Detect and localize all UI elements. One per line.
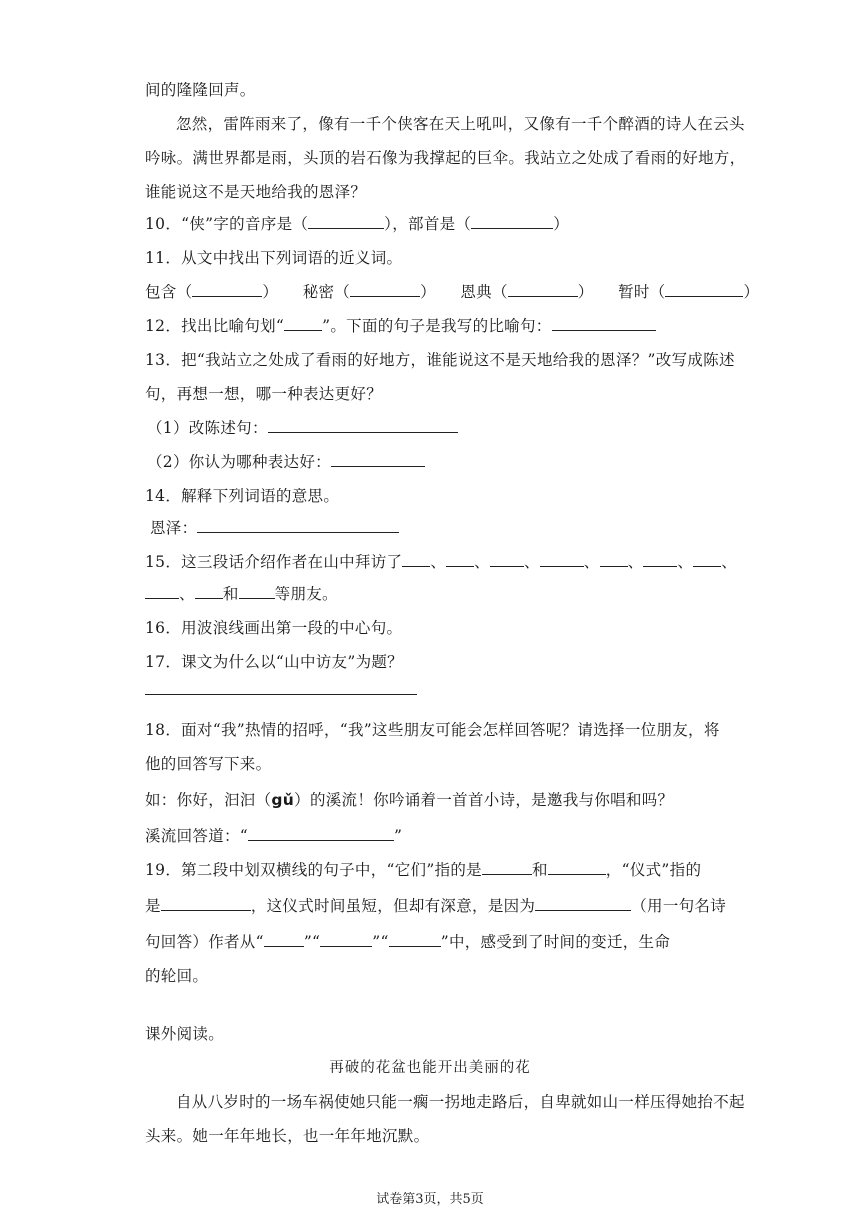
answer-blank[interactable] [197, 518, 399, 533]
question-18-example: 如：你好，汩汩（gǔ）的溪流！你吟诵着一首首小诗，是邀我与你唱和吗？ [145, 791, 674, 809]
answer-blank[interactable] [600, 552, 628, 567]
answer-blank[interactable] [350, 282, 420, 297]
answer-blank[interactable] [320, 932, 372, 947]
answer-blank[interactable] [161, 896, 251, 911]
question-15: 15．这三段话介绍作者在山中拜访了 、 、 、 、 、 、 、 [145, 553, 738, 571]
answer-blank[interactable] [268, 418, 458, 433]
answer-blank[interactable] [471, 214, 553, 229]
paragraph-line: 间的隆隆回声。 [145, 81, 256, 99]
page-footer: 试卷第3页，共5页 [376, 1192, 484, 1207]
answer-blank[interactable] [482, 860, 532, 875]
answer-blank[interactable] [665, 282, 743, 297]
question-19: 19．第二段中划双横线的句子中，“它们”指的是 和 ，“仪式”指的 [145, 861, 702, 879]
question-11-words: 包含（ ） 秘密（ ） 恩典（ ） 暂时（ ） [145, 283, 760, 301]
question-14: 14．解释下列词语的意思。 [145, 487, 340, 505]
article-line: 自从八岁时的一场车祸使她只能一瘸一拐地走路后，自卑就如山一样压得她抬不起 [176, 1093, 745, 1111]
answer-blank[interactable] [548, 860, 606, 875]
answer-blank[interactable] [540, 552, 584, 567]
paragraph-line: 忽然，雷阵雨来了，像有一千个侠客在天上吼叫，又像有一千个醉酒的诗人在云头 [176, 115, 745, 133]
question-19-cont2: 句回答）作者从“ ”“ ”“ ”中，感受到了时间的变迁，生命 [145, 933, 671, 951]
answer-blank[interactable] [145, 680, 417, 695]
section-heading: 课外阅读。 [145, 1025, 225, 1043]
answer-blank[interactable] [508, 282, 578, 297]
answer-blank[interactable] [490, 552, 524, 567]
paragraph-line: 谁能说这不是天地给我的恩泽？ [145, 183, 367, 201]
question-13-sub1: （1）改陈述句： [147, 416, 458, 438]
answer-blank[interactable] [264, 932, 304, 947]
question-10: 10．“侠”字的音序是（ ），部首是（ ） [145, 215, 570, 233]
answer-blank[interactable] [552, 316, 656, 331]
answer-blank[interactable] [331, 452, 425, 467]
question-17-answer [145, 680, 417, 699]
question-13: 13．把“我站立之处成了看雨的好地方，谁能说这不是天地给我的恩泽？”改写成陈述 [145, 351, 735, 369]
answer-blank[interactable] [643, 552, 677, 567]
answer-blank[interactable] [284, 316, 322, 331]
answer-blank[interactable] [248, 826, 394, 841]
question-13-cont: 句，再想一想，哪一种表达更好？ [145, 385, 383, 403]
paragraph-line: 吟咏。满世界都是雨，头顶的岩石像为我撑起的巨伞。我站立之处成了看雨的好地方， [145, 149, 746, 167]
answer-blank[interactable] [195, 584, 223, 599]
question-16: 16．用波浪线画出第一段的中心句。 [145, 619, 403, 637]
question-18-cont: 他的回答写下来。 [145, 755, 272, 773]
answer-blank[interactable] [308, 214, 384, 229]
question-18-answer: 溪流回答道：“ ” [145, 827, 403, 845]
answer-blank[interactable] [446, 552, 474, 567]
answer-blank[interactable] [535, 896, 631, 911]
question-11: 11．从文中找出下列词语的近义词。 [145, 249, 403, 267]
answer-blank[interactable] [145, 584, 179, 599]
question-15-cont: 、 和 等朋友。 [145, 582, 338, 604]
question-19-cont: 是 ，这仪式时间虽短，但却有深意，是因为 （用一句名诗 [145, 897, 727, 915]
answer-blank[interactable] [693, 552, 721, 567]
question-14-word: 恩泽： [150, 516, 399, 538]
answer-blank[interactable] [192, 282, 262, 297]
answer-blank[interactable] [389, 932, 441, 947]
article-line: 头来。她一年年地长，也一年年地沉默。 [145, 1127, 430, 1145]
question-18: 18．面对“我”热情的招呼，“我”这些朋友可能会怎样回答呢？请选择一位朋友，将 [145, 721, 720, 739]
pinyin-text: gǔ [271, 791, 295, 809]
question-17: 17．课文为什么以“山中访友”为题？ [145, 653, 403, 671]
question-13-sub2: （2）你认为哪种表达好： [147, 450, 425, 472]
answer-blank[interactable] [239, 584, 275, 599]
article-title: 再破的花盆也能开出美丽的花 [329, 1060, 531, 1076]
answer-blank[interactable] [402, 552, 430, 567]
question-12: 12．找出比喻句划“ ”。下面的句子是我写的比喻句： [145, 314, 656, 336]
question-19-cont3: 的轮回。 [145, 967, 209, 985]
